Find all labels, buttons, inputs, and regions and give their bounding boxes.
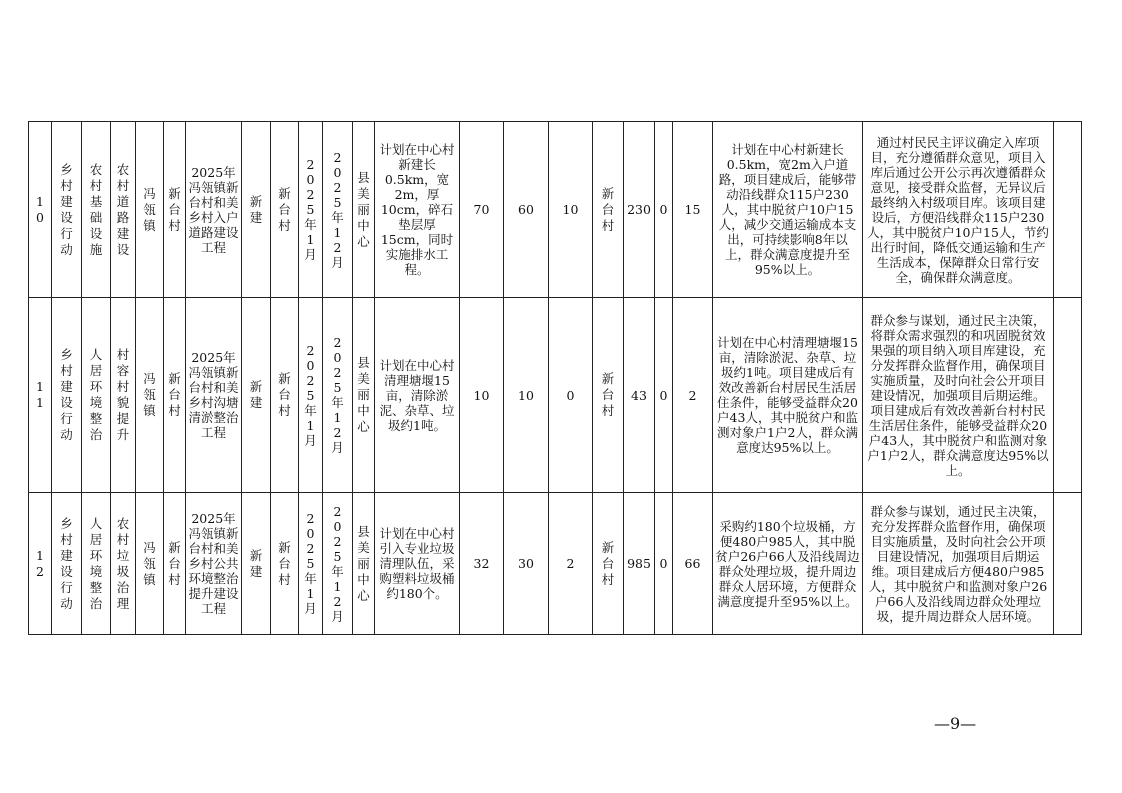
construction-content: 计划在中心村引入专业垃圾清理队伍，采购塑料垃圾桶约180个。 (375, 493, 460, 635)
construction-content: 计划在中心村清理塘堰15亩，清除淤泥、杂草、垃圾约1吨。 (375, 298, 460, 493)
project-category: 乡村建设行动 (52, 122, 82, 298)
fund-amount-2: 0 (549, 298, 593, 493)
project-name: 2025年冯瓴镇新台村和美乡村沟塘清淤整治工程 (186, 298, 242, 493)
remarks (1054, 298, 1082, 493)
project-subcategory: 农村基础设施 (82, 122, 111, 298)
end-date: 2025年12月 (323, 122, 353, 298)
project-name: 2025年冯瓴镇新台村和美乡村入户道路建设工程 (186, 122, 242, 298)
total-investment: 10 (460, 298, 504, 493)
benefit-mechanism: 群众参与谋划，通过民主决策，将群众需求强烈的和巩固脱贫效果强的项目纳入项目库建设，充分发挥群众监督作用，确保项目实施质量，及时向社会公开项目建设情况，加强项目后期运维。项目建成后有效改善新台村村民生活居住条件，能够受益群众20户43人，其中脱贫户和监测对象户1户2人，群众满意度达95%以上。 (863, 298, 1054, 493)
benefit-mechanism: 群众参与谋划，通过民主决策，充分发挥群众监督作用，确保项目实施质量，及时向社会公开项目建设情况，加强项目后期运维。项目建成后方便480户985人，其中脱贫户和监测对象户26户66人及沿线周边群众处理垃圾，提升周边群众人居环境。 (863, 493, 1054, 635)
performance-goal: 采购约180个垃圾桶，方便480户985人，其中脱贫户26户66人及沿线周边群众处理垃圾，提升周边群众人居环境，方便群众满意度提升至95%以上。 (713, 493, 863, 635)
benefit-households: 43 (624, 298, 655, 493)
project-table (28, 121, 1082, 635)
responsible-unit: 县美丽中心 (353, 122, 375, 298)
town: 冯瓴镇 (136, 122, 164, 298)
village: 新台村 (164, 298, 186, 493)
responsible-unit: 县美丽中心 (353, 298, 375, 493)
benefit-zero: 0 (655, 122, 673, 298)
project-subcategory: 人居环境整治 (82, 298, 111, 493)
construction-nature: 新建 (242, 122, 271, 298)
construction-location: 新台村 (271, 122, 299, 298)
table-row (29, 493, 1082, 635)
construction-location: 新台村 (271, 298, 299, 493)
start-date: 2025年1月 (299, 122, 323, 298)
start-date: 2025年1月 (299, 298, 323, 493)
project-category: 乡村建设行动 (52, 493, 82, 635)
town: 冯瓴镇 (136, 493, 164, 635)
project-name: 2025年冯瓴镇新台村和美乡村公共环境整治提升建设工程 (186, 493, 242, 635)
fund-amount-1: 30 (504, 493, 549, 635)
start-date: 2025年1月 (299, 493, 323, 635)
page-number: —9— (934, 714, 977, 733)
total-investment: 32 (460, 493, 504, 635)
fund-amount-2: 10 (549, 122, 593, 298)
benefit-poor: 66 (673, 493, 713, 635)
village: 新台村 (164, 493, 186, 635)
benefit-zero: 0 (655, 493, 673, 635)
fund-amount-1: 60 (504, 122, 549, 298)
end-date: 2025年12月 (323, 298, 353, 493)
project-category: 乡村建设行动 (52, 298, 82, 493)
town: 冯瓴镇 (136, 298, 164, 493)
construction-content: 计划在中心村新建长0.5km，宽2m，厚10cm，碎石垫层厚15cm，同时实施排水工程。 (375, 122, 460, 298)
benefit-households: 230 (624, 122, 655, 298)
fund-amount-1: 10 (504, 298, 549, 493)
table-row (29, 298, 1082, 493)
benefit-village: 新台村 (593, 493, 624, 635)
remarks (1054, 122, 1082, 298)
responsible-unit: 县美丽中心 (353, 493, 375, 635)
total-investment: 70 (460, 122, 504, 298)
project-type: 村容村貌提升 (111, 298, 136, 493)
village: 新台村 (164, 122, 186, 298)
construction-nature: 新建 (242, 493, 271, 635)
project-subcategory: 人居环境整治 (82, 493, 111, 635)
project-type: 农村垃圾治理 (111, 493, 136, 635)
benefit-households: 985 (624, 493, 655, 635)
remarks (1054, 493, 1082, 635)
benefit-poor: 15 (673, 122, 713, 298)
performance-goal: 计划在中心村新建长0.5km，宽2m入户道路，项目建成后，能够带动沿线群众115户230人，其中脱贫户10户15人，减少交通运输成本支出，可持续影响8年以上，群众满意度提升至95%以上。 (713, 122, 863, 298)
construction-nature: 新建 (242, 298, 271, 493)
row-number: 11 (29, 298, 52, 493)
benefit-mechanism: 通过村民民主评议确定入库项目，充分遵循群众意见，项目入库后通过公开公示再次遵循群众意见，接受群众监督，无异议后最终纳入村级项目库。该项目建设后，方便沿线群众115户230人，其中脱贫户10户15人，节约出行时间，降低交通运输和生产生活成本，保障群众日常行安全，确保群众满意度。 (863, 122, 1054, 298)
fund-amount-2: 2 (549, 493, 593, 635)
row-number: 10 (29, 122, 52, 298)
benefit-village: 新台村 (593, 122, 624, 298)
performance-goal: 计划在中心村清理塘堰15亩，清除淤泥、杂草、垃圾约1吨。项目建成后有效改善新台村居民生活居住条件，能够受益群众20户43人，其中脱贫户和监测对象户1户2人，群众满意度达95%以上。 (713, 298, 863, 493)
row-number: 12 (29, 493, 52, 635)
benefit-poor: 2 (673, 298, 713, 493)
benefit-village: 新台村 (593, 298, 624, 493)
benefit-zero: 0 (655, 298, 673, 493)
project-type: 农村道路建设 (111, 122, 136, 298)
end-date: 2025年12月 (323, 493, 353, 635)
construction-location: 新台村 (271, 493, 299, 635)
table-row (29, 122, 1082, 298)
